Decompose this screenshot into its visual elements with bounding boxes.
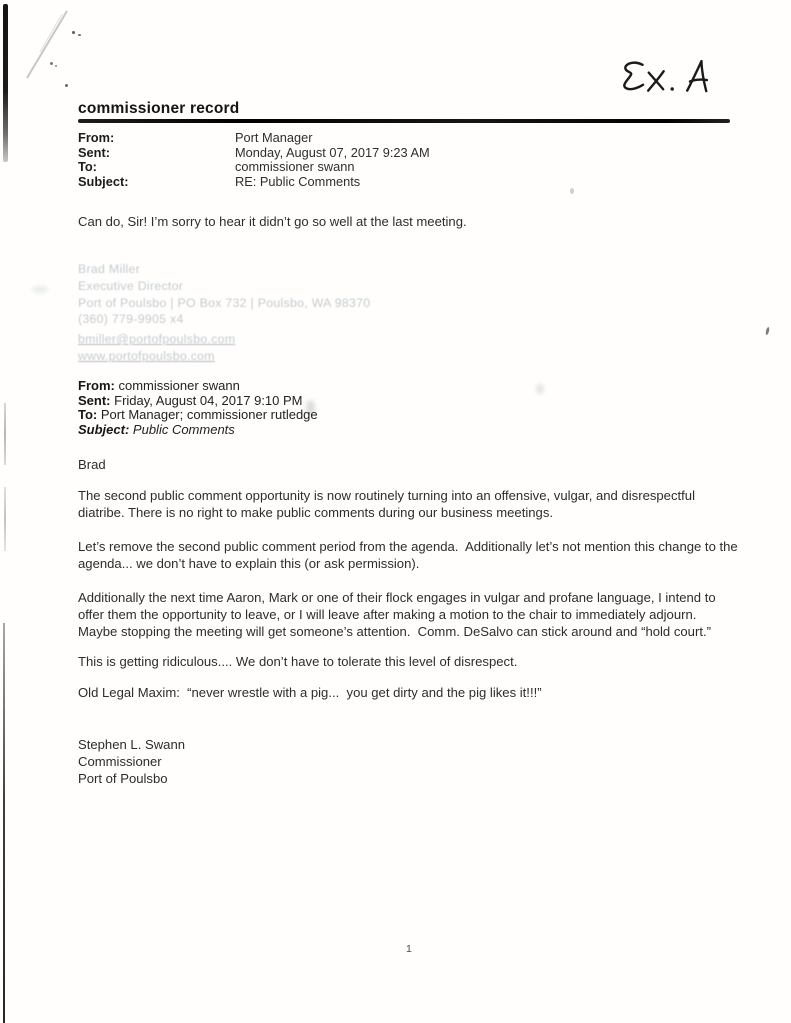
email-body-paragraph: Can do, Sir! I’m sorry to hear it didn’t go so well at the last meeting. [78,214,467,229]
signature-org: Port of Poulsbo [78,771,168,787]
scan-artifact-speck [50,62,53,65]
document-content [78,100,742,800]
faded-website-link: www.portofpoulsbo.com [78,348,215,363]
subject-value: Public Comments [132,421,235,437]
quoted-header-row [78,379,318,394]
scan-artifact-smudge [32,286,48,293]
salutation: Brad [78,457,106,472]
to-label: To: [78,159,97,174]
signature-title: Commissioner [78,754,162,770]
email-body-paragraph: Additionally the next time Aaron, Mark or one of their flock engages in vulgar and profane language, I intend to offer them the opportunity to leave, or I will leave after making a motion to the chair to immediately adjourn. Maybe stopping the meeting will get someone’s attention. Comm. DeSalvo can stick around and “hold court.” [78,590,720,640]
faded-email-link: bmiller@portofpoulsbo.com [78,332,236,347]
faded-signature-line: Brad Miller [78,262,141,276]
sent-label: Sent: [78,144,110,160]
from-label: From: [78,130,115,145]
quoted-header-row [78,394,318,409]
email-body-paragraph: The second public comment opportunity is now routinely turning into an offensive, vulgar, and disrespectful diatribe. There is no right to make public comments during our business meetings. [78,488,699,521]
quoted-header-row [78,423,318,438]
scan-artifact-left-line [3,623,5,1023]
page-number: 1 [406,943,412,955]
scan-artifact-speck [72,31,75,34]
to-value: Port Manager; commissioner rutledge [100,407,318,423]
faded-signature-line: Port of Poulsbo | PO Box 732 | Poulsbo, WA 98370 [78,295,371,310]
signature-block [78,736,185,788]
from-value: commissioner swann [118,378,240,393]
to-value: commissioner swann [235,159,355,174]
email-header-row [78,131,430,146]
scan-artifact-speck [55,65,57,67]
to-label: To: [78,407,98,423]
email-body-paragraph: Let’s remove the second public comment period from the agenda. Additionally let’s not mention this change to the agenda... we don’t have to explain this (or ask permission). [78,539,742,572]
scan-artifact-speck [65,84,68,87]
subject-label: Subject: [78,421,130,437]
quoted-email-header-block [78,379,318,437]
subject-label: Subject: [78,173,129,189]
from-value: Port Manager [235,130,313,145]
email-header-block [78,131,430,189]
quoted-header-row [78,408,318,423]
scan-artifact-speck [78,34,81,36]
faded-signature-line: (360) 779-9905 x4 [78,312,184,327]
header-rule [78,119,730,123]
scan-artifact-left-line [4,403,6,465]
subject-value: RE: Public Comments [235,173,361,189]
email-header-row [78,160,430,175]
email-body-paragraph: This is getting ridiculous.... We don’t have to tolerate this level of disrespect. [78,654,518,669]
from-label: From: [78,378,115,393]
scan-artifact-left-line [4,487,6,551]
email-header-row [78,146,430,161]
sent-value: Monday, August 07, 2017 9:23 AM [235,144,430,160]
email-body-paragraph: Old Legal Maxim: “never wrestle with a pig... you get dirty and the pig likes it!!!” [78,685,542,700]
sent-value: Friday, August 04, 2017 9:10 PM [114,392,303,408]
email-header-row [78,175,430,190]
faded-signature-line: Executive Director [78,278,184,293]
page-title: commissioner record [78,100,240,117]
signature-name: Stephen L. Swann [78,737,186,752]
scan-artifact-tick [765,327,770,335]
sent-label: Sent: [78,392,111,408]
exhibit-handwriting-icon [611,53,732,106]
faded-signature-block [78,261,370,365]
